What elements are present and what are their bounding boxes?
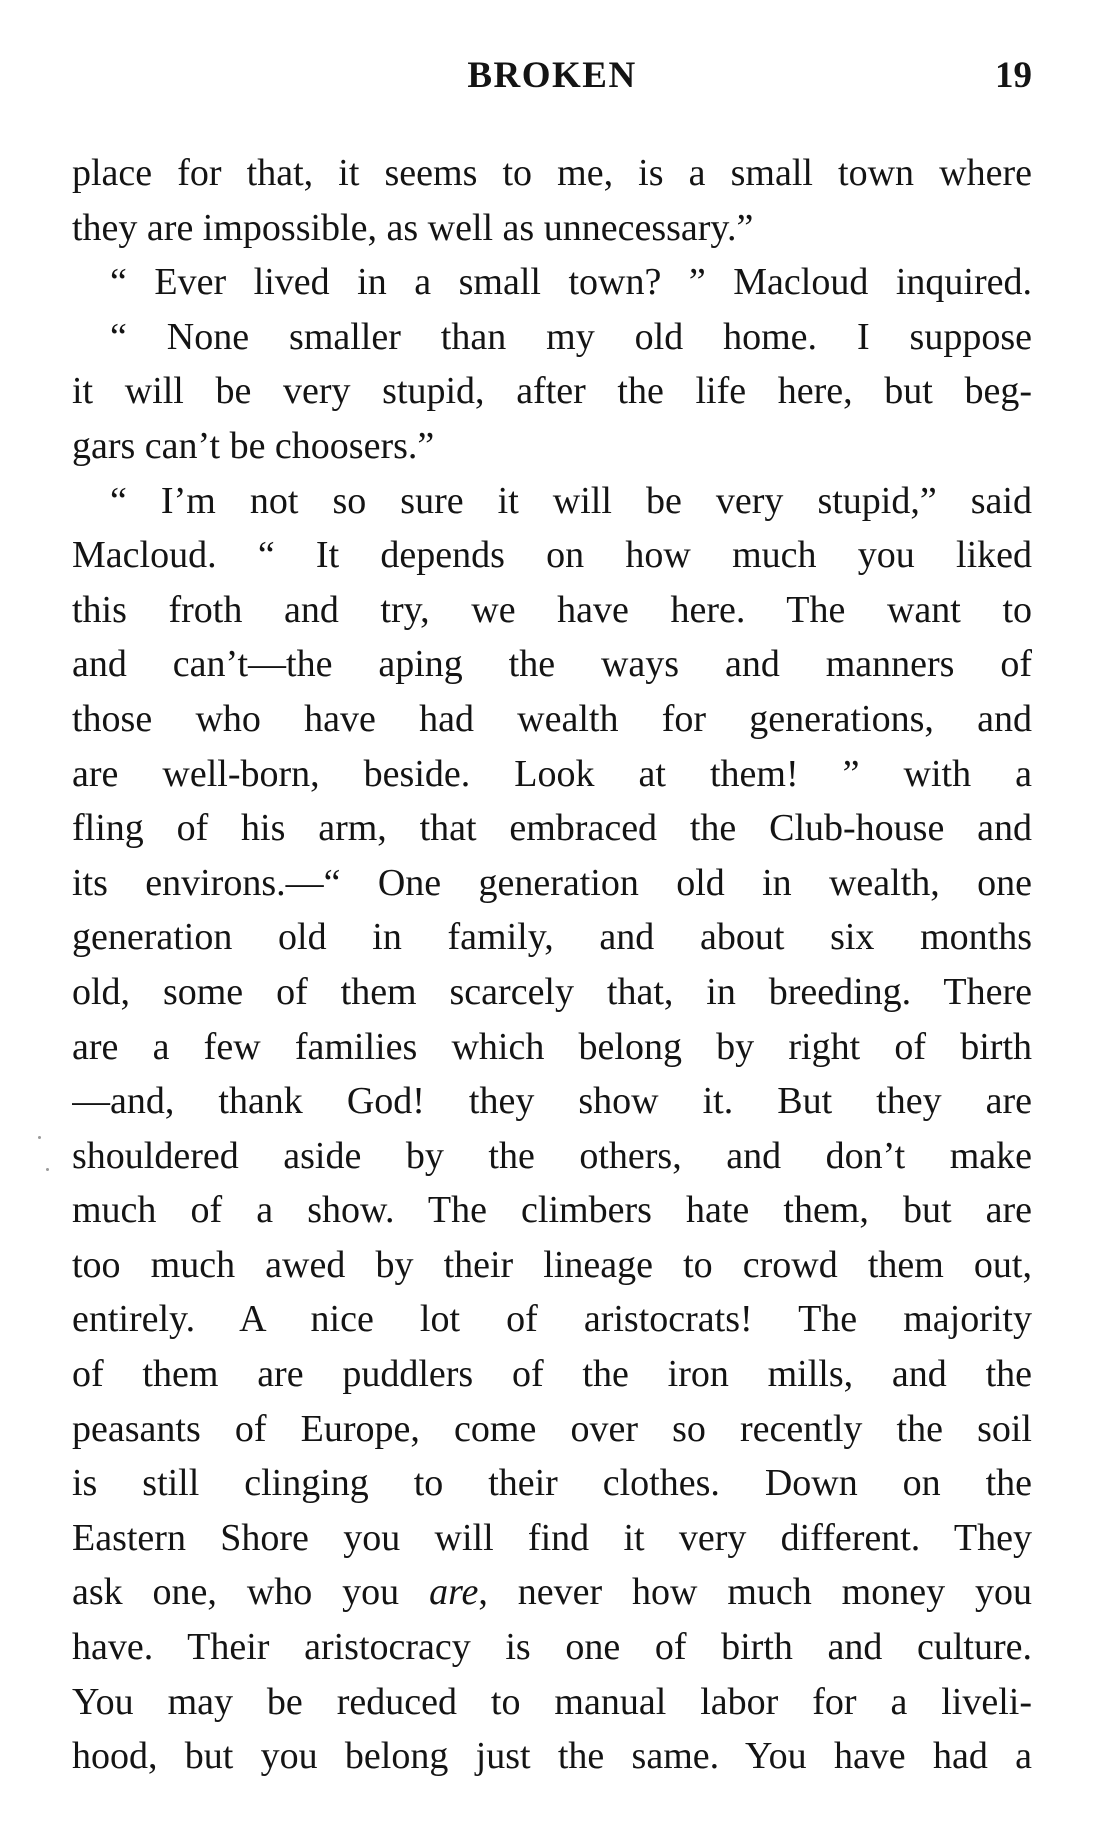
text-line: Macloud. “ It depends on how much you liked [72,534,1032,577]
text-line: hood, but you belong just the same. You have had a [72,1735,1032,1778]
text-line: its environs.—“ One generation old in wealth, one [72,861,1032,904]
text-line: old, some of them scarcely that, in breeding. There [72,970,1032,1013]
text-line: they are impossible, as well as unnecessary.” [72,206,754,249]
text-line: those who have had wealth for generations, and [72,697,1032,740]
text-line: and can’t—the aping the ways and manners of [72,643,1032,686]
text-line: are well-born, beside. Look at them! ” with a [72,752,1032,795]
text-line: gars can’t be choosers.” [72,424,435,467]
text-line: shouldered aside by the others, and don’t make [72,1134,1032,1177]
text-line: generation old in family, and about six months [72,916,1032,959]
emphasis: are [429,1571,479,1614]
text-line: this froth and try, we have here. The want to [72,588,1032,631]
text-line: “ I’m not so sure it will be very stupid,” said [110,479,1032,522]
running-head [72,52,1032,100]
text-line: too much awed by their lineage to crowd them out, [72,1243,1032,1286]
text-line: much of a show. The climbers hate them, but are [72,1189,1032,1232]
text-line: are a few families which belong by right of birth [72,1025,1032,1068]
margin-speck [46,1168,49,1171]
text-line: place for that, it seems to me, is a small town where [72,152,1032,194]
text-line: have. Their aristocracy is one of birth and culture. [72,1626,1032,1669]
text-line: “ None smaller than my old home. I suppose [110,315,1032,358]
text-line: is still clinging to their clothes. Down on the [72,1462,1032,1505]
text-line: Eastern Shore you will find it very different. They [72,1516,1032,1559]
page-number: 19 [995,55,1032,96]
text-line: entirely. A nice lot of aristocrats! The majority [72,1298,1032,1341]
text-line: it will be very stupid, after the life here, but beg- [72,370,1032,413]
margin-speck [38,1136,41,1139]
text-line: peasants of Europe, come over so recently the soil [72,1407,1032,1450]
body-text [72,146,1032,1784]
text-line: “ Ever lived in a small town? ” Macloud inquired. [110,261,1032,304]
text-line: of them are puddlers of the iron mills, and the [72,1353,1032,1396]
text-line: ask one, who you are, never how much money you [72,1571,1032,1614]
text-line: —and, thank God! they show it. But they are [72,1080,1032,1123]
running-title: BROKEN [467,55,637,96]
text-line: fling of his arm, that embraced the Club-house and [72,807,1032,850]
text-line: You may be reduced to manual labor for a liveli- [72,1680,1032,1723]
